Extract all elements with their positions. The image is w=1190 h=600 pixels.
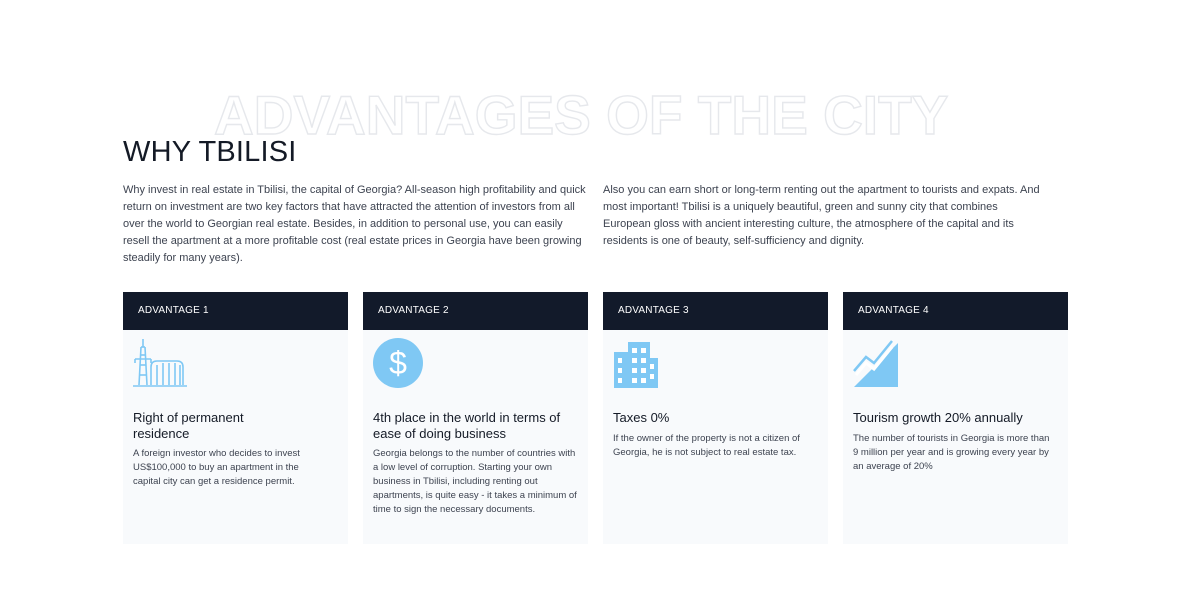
- advantage-card-label: ADVANTAGE 4: [843, 292, 1068, 330]
- office-building-icon: [612, 340, 674, 392]
- advantage-card-4: [843, 292, 1068, 544]
- advantage-card-1: [123, 292, 348, 544]
- advantage-card-text: A foreign investor who decides to invest US$100,000 to buy an apartment in the capital city can get a residence permit.: [133, 448, 300, 487]
- dollar-coin-icon: [372, 337, 434, 389]
- advantage-card-label: ADVANTAGE 3: [603, 292, 828, 330]
- advantage-card-text: If the owner of the property is not a citizen of Georgia, he is not subject to real estate tax.: [613, 433, 800, 458]
- advantage-card-3: [603, 292, 828, 544]
- section-title: WHY TBILISI: [123, 136, 297, 168]
- advantage-card-text: Georgia belongs to the number of countries with a low level of corruption. Starting your own business in Tbilisi, including renting out apartments, is quite easy - it takes a minimum of time to sign the necessary documents.: [373, 448, 577, 515]
- advantages-list: [123, 292, 1067, 544]
- section-watermark: ADVANTAGES OF THE CITY: [214, 84, 949, 146]
- intro-paragraph-left: Why invest in real estate in Tbilisi, the capital of Georgia? All-season high profitability and quick return on investment are two key factors that have attracted the attention of investors from all over the world to Georgian real estate. Besides, in addition to personal use, you can easily resell the apartment at a more profitable cost (real estate prices in Georgia have been growing steadily for many years).: [123, 184, 586, 264]
- advantage-card-label: ADVANTAGE 2: [363, 292, 588, 330]
- advantage-card-label: ADVANTAGE 1: [123, 292, 348, 330]
- intro-paragraph-right: Also you can earn short or long-term renting out the apartment to tourists and expats. And most important! Tbilisi is a uniquely beautiful, green and sunny city that combines European gloss with ancient interesting culture, the atmosphere of the capital and its residents is one of beauty, self-sufficiency and dignity.: [603, 184, 1040, 247]
- growth-chart-icon: [852, 337, 914, 389]
- advantage-card-title: Tourism growth 20% annually: [853, 410, 1023, 425]
- advantage-card-2: [363, 292, 588, 544]
- advantage-card-title: 4th place in the world in terms of ease of doing business: [373, 410, 561, 441]
- advantage-card-title: Taxes 0%: [613, 410, 670, 425]
- advantage-card-title: Right of permanent residence: [133, 410, 244, 441]
- svg-text:$: $: [389, 345, 407, 381]
- tv-tower-city-icon: [132, 337, 194, 389]
- advantage-card-text: The number of tourists in Georgia is more than 9 million per year and is growing every year by an average of 20%: [853, 433, 1050, 472]
